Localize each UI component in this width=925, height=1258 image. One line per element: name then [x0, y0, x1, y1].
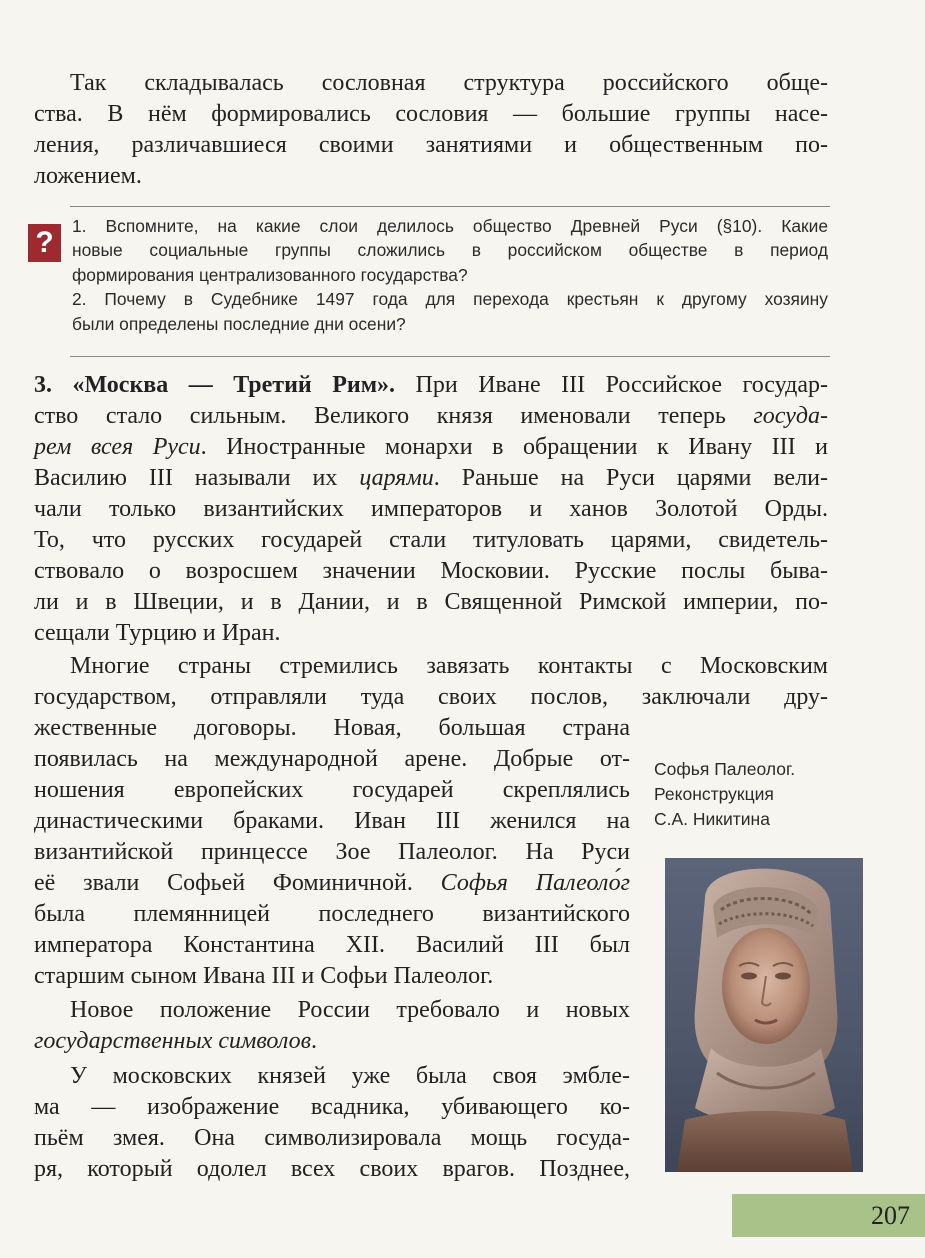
question-line: новые социальные группы сложились в российском обществе в период	[72, 240, 828, 261]
text-line: ложением.	[34, 163, 142, 189]
text-line: То, что русских государей стали титуловать царями, свидетель-	[34, 527, 828, 553]
text-line: ношения европейских государей скреплялись	[34, 777, 630, 803]
text-span: . Иностранные монархи в обращении к Ивану III и	[200, 434, 828, 460]
text-line: династическими браками. Иван III женился на	[34, 808, 630, 834]
text-line: ства. В нём формировались сословия — большие группы насе-	[34, 101, 828, 127]
text-line	[34, 463, 828, 494]
text-line: ствовало о возросшем значении Московии. Русские послы быва-	[34, 558, 828, 584]
text-line: Так складывалась сословная структура российского обще-	[70, 70, 828, 96]
text-line	[34, 1026, 630, 1057]
text-line: жественные договоры. Новая, большая страна	[34, 715, 630, 741]
figure-caption	[654, 757, 854, 832]
question-line: формирования централизованного государства?	[72, 264, 468, 285]
text-line: ления, различавшиеся своими занятиями и общественным по-	[34, 132, 828, 158]
text-line	[34, 868, 630, 899]
text-line	[34, 370, 828, 401]
text-line: чали только византийских императоров и ханов Золотой Орды.	[34, 496, 828, 522]
text-line: Многие страны стремились завязать контакты с Московским	[70, 653, 828, 679]
italic-term: рем всея Руси	[34, 434, 201, 460]
text-line: византийской принцессе Зое Палеолог. На Руси	[34, 839, 630, 865]
question-line: были определены последние дни осени?	[72, 313, 406, 334]
text-line: императора Константина XII. Василий III был	[34, 932, 630, 958]
text-span: При Иване III Российское государ-	[395, 372, 828, 398]
text-line: сещали Турцию и Иран.	[34, 620, 281, 646]
question-line: 1. Вспомните, на какие слои делилось общество Древней Руси (§10). Какие	[72, 216, 828, 236]
text-span: .	[311, 1028, 317, 1054]
italic-term: царями	[359, 465, 434, 491]
text-span: . Раньше на Руси царями вели-	[433, 465, 829, 491]
caption-line: Реконструкция	[654, 784, 774, 804]
portrait-image	[665, 858, 863, 1172]
bust-illustration	[665, 858, 863, 1172]
page-number: 207	[871, 1201, 910, 1230]
italic-term: госуда-	[753, 403, 828, 429]
text-line: появилась на международной арене. Добрые от-	[34, 746, 630, 772]
text-line: У московских князей уже была своя эмбле-	[70, 1063, 630, 1089]
text-line: государством, отправляли туда своих послов, заключали дру-	[34, 684, 828, 710]
text-line: пьём змея. Она символизировала мощь госуда-	[34, 1125, 630, 1151]
questions-block	[72, 214, 828, 336]
italic-term: государственных символов	[34, 1028, 311, 1054]
text-line	[34, 432, 828, 463]
divider-bottom	[70, 356, 830, 357]
text-line: старшим сыном Ивана III и Софьи Палеолог.	[34, 963, 494, 989]
divider-top	[70, 206, 830, 207]
text-line: была племянницей последнего византийского	[34, 901, 630, 927]
caption-line: Софья Палеолог.	[654, 759, 796, 779]
text-line: ря, который одолел всех своих врагов. Позднее,	[34, 1156, 630, 1182]
italic-term: Софья Палеоло́г	[440, 870, 630, 896]
question-mark-icon: ?	[28, 224, 61, 262]
text-line: ма — изображение всадника, убивающего ко-	[34, 1094, 630, 1120]
text-line: Новое положение России требовало и новых	[70, 997, 630, 1023]
text-line: ли и в Швеции, и в Дании, и в Священной Римской империи, по-	[34, 589, 828, 615]
caption-line: С.А. Никитина	[654, 809, 770, 829]
section-heading: 3. «Москва — Третий Рим».	[34, 372, 396, 398]
text-span: Василию III называли их	[34, 465, 360, 491]
text-span: её звали Софьей Фоминичной.	[34, 870, 441, 896]
text-span: ство стало сильным. Великого князя именовали теперь	[34, 403, 754, 429]
text-line	[34, 401, 828, 432]
question-line: 2. Почему в Судебнике 1497 года для перехода крестьян к другому хозяину	[72, 289, 828, 310]
